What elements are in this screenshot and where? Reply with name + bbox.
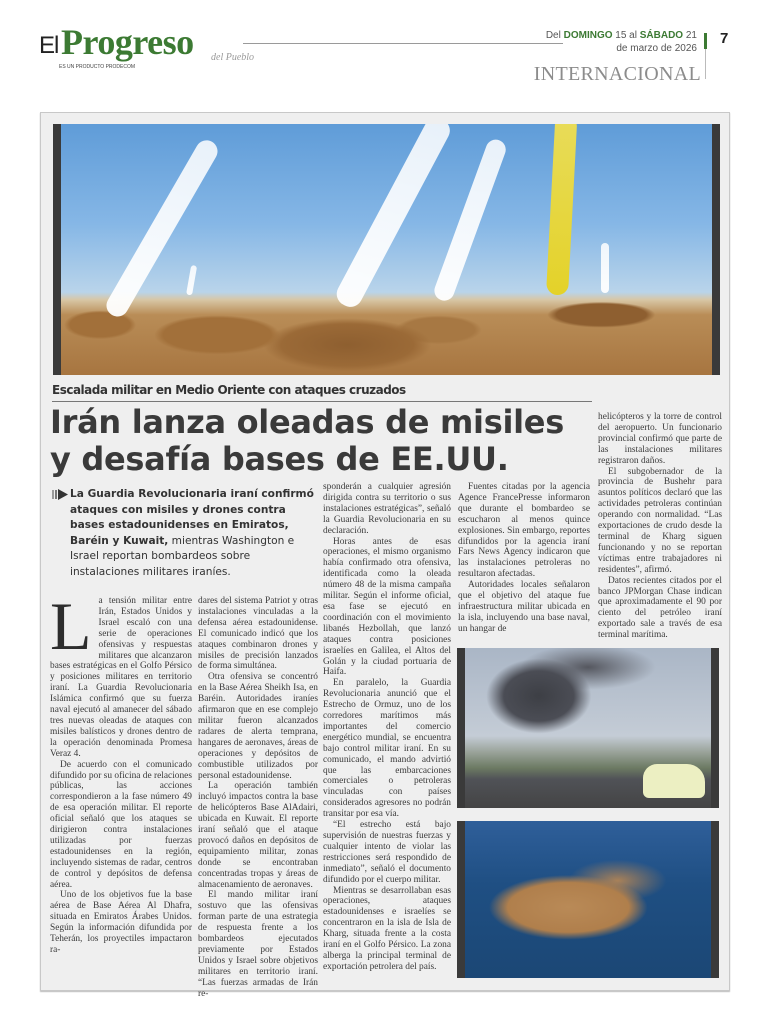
paragraph: El subgobernador de la provincia de Bushehr para asuntos políticos declaró que las actividades petroleras continúan operando con normalidad. “Las exportaciones de crudo desde la terminal de Kharg siguen funcionando y no se reportan víctimas entre trabajadores ni residentes”, afirmó. <box>598 466 722 575</box>
paragraph: Horas antes de esas operaciones, el mismo organismo había confirmado otra ofensiva, identificada como la oleada número 48 de la misma campaña militar. Según el informe oficial, esa fase se ejecutó en coordinación con el movimiento libanés Hezbollah, que lanzó ataques contra posiciones israelíes en Galilea, el Altos del Golán y la ciudad portuaria de Haifa. <box>323 536 451 678</box>
newspaper-logo[interactable] <box>39 22 255 70</box>
drop-cap: L <box>50 588 92 664</box>
headline-line-1: Irán lanza oleadas de misiles <box>50 403 564 441</box>
logo-progreso: Progreso <box>61 22 194 62</box>
masthead <box>0 0 771 100</box>
body-column-2 <box>198 596 318 1000</box>
body-column-3 <box>323 482 451 973</box>
paragraph: “El estrecho está bajo supervisión de nuestras fuerzas y cualquier intento de violar las restricciones será respondido de inmediato”, señaló el documento difundido por el cuerpo militar. <box>323 820 451 885</box>
date-day2: SÁBADO <box>639 30 684 41</box>
date-day1: DOMINGO <box>563 30 613 41</box>
section-title[interactable]: INTERNACIONAL <box>533 63 701 85</box>
paragraph: Uno de los objetivos fue la base aérea de Base Aérea Al Dhafra, situada en Emiratos Árabes Unidos. Según la información difundida por Teherán, los proyectiles impactaron ra- <box>50 890 192 955</box>
missile-trail <box>186 265 197 296</box>
article-deck <box>70 487 318 580</box>
accent-bar <box>704 33 707 49</box>
paragraph: helicópteros y la torre de control del aeropuerto. Un funcionario provincial confirmó que parte de las instalaciones militares registraron daños. <box>598 412 722 466</box>
missile-trail <box>102 136 221 320</box>
kicker-rule <box>52 401 592 402</box>
missile-trail <box>432 137 509 304</box>
paragraph: El mando militar iraní sostuvo que las ofensivas forman parte de una estrategia de respuesta frente a los bombardeos ejecutados previamente por Estados Unidos y Israel sobre objetivos militares en territorio iraní. “Las fuerzas armadas de Irán re- <box>198 890 318 999</box>
dateline-line1 <box>546 29 697 42</box>
headline-line-2: y desafía bases de EE.UU. <box>50 440 509 478</box>
paragraph: Otra ofensiva se concentró en la Base Aérea Sheikh Isa, en Baréin. Autoridades iraníes afirmaron que en ese complejo militar fueron alcanzados radares de alerta temprana, hangares de aeronaves, áreas de operaciones y depósitos de combustible utilizados por personal estadounidense. <box>198 672 318 781</box>
logo-tagline: ES UN PRODUCTO PRODECOM <box>59 64 136 70</box>
body-column-1 <box>50 588 192 956</box>
paragraph: La operación también incluyó impactos contra la base de helicópteros Base AlAdairi, ubicada en Kuwait. El reporte iraní señaló que el ataque provocó daños en depósitos de equipamiento militar, zonas donde se encontraban concentradas tropas y áreas de almacenamiento de aeronaves. <box>198 781 318 890</box>
article-kicker: Escalada militar en Medio Oriente con ataques cruzados <box>52 383 406 397</box>
page-number: 7 <box>720 30 729 47</box>
paragraph: sponderán a cualquier agresión dirigida contra su territorio o sus instalaciones estratégicas”, señaló la Guardia Revolucionaria en su declaración. <box>323 482 451 536</box>
body-column-5 <box>598 412 722 641</box>
paragraph: En paralelo, la Guardia Revolucionaria anunció que el Estrecho de Ormuz, uno de los corredores marítimos más importantes del comercio energético mundial, se encuentra bajo control militar iraní. En su comunicado, el mando advirtió que las embarcaciones comerciales o petroleras vinculadas con países considerados agresores no podrán transitar por esa vía. <box>323 678 451 820</box>
deck-regular: mientras Washington e Israel reportan bombardeos sobre instalaciones militares iraníes. <box>70 534 295 578</box>
divider-bar <box>705 49 706 79</box>
missile-trail <box>546 124 577 296</box>
logo-el: El <box>39 32 59 59</box>
body-column-4 <box>458 482 590 635</box>
date-prefix: Del <box>545 30 561 41</box>
paragraph: Datos recientes citados por el banco JPMorgan Chase indican que aproximadamente el 90 por ciento del petróleo iraní exportado sale a través de esa terminal marítima. <box>598 575 722 641</box>
paragraph: Mientras se desarrollaban esas operaciones, ataques estadounidenses e israelíes se concentraron en la isla de Isla de Kharg, situada frente a la costa iraní en el Golfo Pérsico. La zona alberga la principal terminal de exportación petrolera del país. <box>323 885 451 972</box>
article-headline <box>50 404 595 478</box>
missile-trail <box>601 243 609 293</box>
taxi-car <box>643 764 705 798</box>
date-num2: 21 <box>685 30 697 41</box>
paragraph <box>50 588 192 760</box>
date-mid: 15 al <box>615 30 637 41</box>
dateline-line2: de marzo de 2026 <box>616 43 697 54</box>
paragraph: dares del sistema Patriot y otras instalaciones vinculadas a la defensa aérea estadounidense. El comunicado indicó que los ataques combinaron drones y misiles de precisión lanzados de forma simultánea. <box>198 596 318 672</box>
paragraph-text: a tensión militar entre Irán, Estados Unidos y Israel escaló con una serie de operaciones ofensivas y respuestas militares que alcanzaron bases estratégicas en el Golfo Pérsico y posiciones militares en territorio iraní. La Guardia Revolucionaria Islámica confirmó que su fuerza naval ejecutó al amanecer del sábado tres nuevas oleadas de ataques con misiles balísticos y drones dentro de la operación denominada Promesa Veraz 4. <box>50 596 192 759</box>
photo-kharg-island-aerial <box>457 821 719 978</box>
play-arrow-icon <box>52 489 68 500</box>
dateline <box>546 29 697 55</box>
paragraph: De acuerdo con el comunicado difundido por su oficina de relaciones públicas, las acciones correspondieron a la fase número 49 de esa operación militar. El reporte oficial señaló que los ataques se dirigieron contra instalaciones utilizadas por fuerzas estadounidenses en la región, incluyendo sistemas de radar, centros de control y depósitos de defensa aérea. <box>50 759 192 890</box>
deck-bold: La Guardia Revolucionaria iraní confirmó ataques con misiles y drones contra bases estadounidenses en Emiratos, Baréin y Kuwait, <box>70 488 314 547</box>
main-photo-missile-launch <box>53 124 720 375</box>
photo-smoke-over-city <box>457 648 719 808</box>
masthead-rule <box>243 43 563 44</box>
paragraph: Autoridades locales señalaron que el objetivo del ataque fue infraestructura militar ubicada en la isla, incluyendo una base naval, un hangar de <box>458 580 590 634</box>
logo-script: del Pueblo <box>211 52 255 63</box>
paragraph: Fuentes citadas por la agencia Agence FrancePresse informaron que durante el bombardeo se escucharon al menos quince explosiones. Sin embargo, reportes difundidos por la agencia iraní Fars News Agency indicaron que las instalaciones petroleras no resultaron afectadas. <box>458 482 590 580</box>
